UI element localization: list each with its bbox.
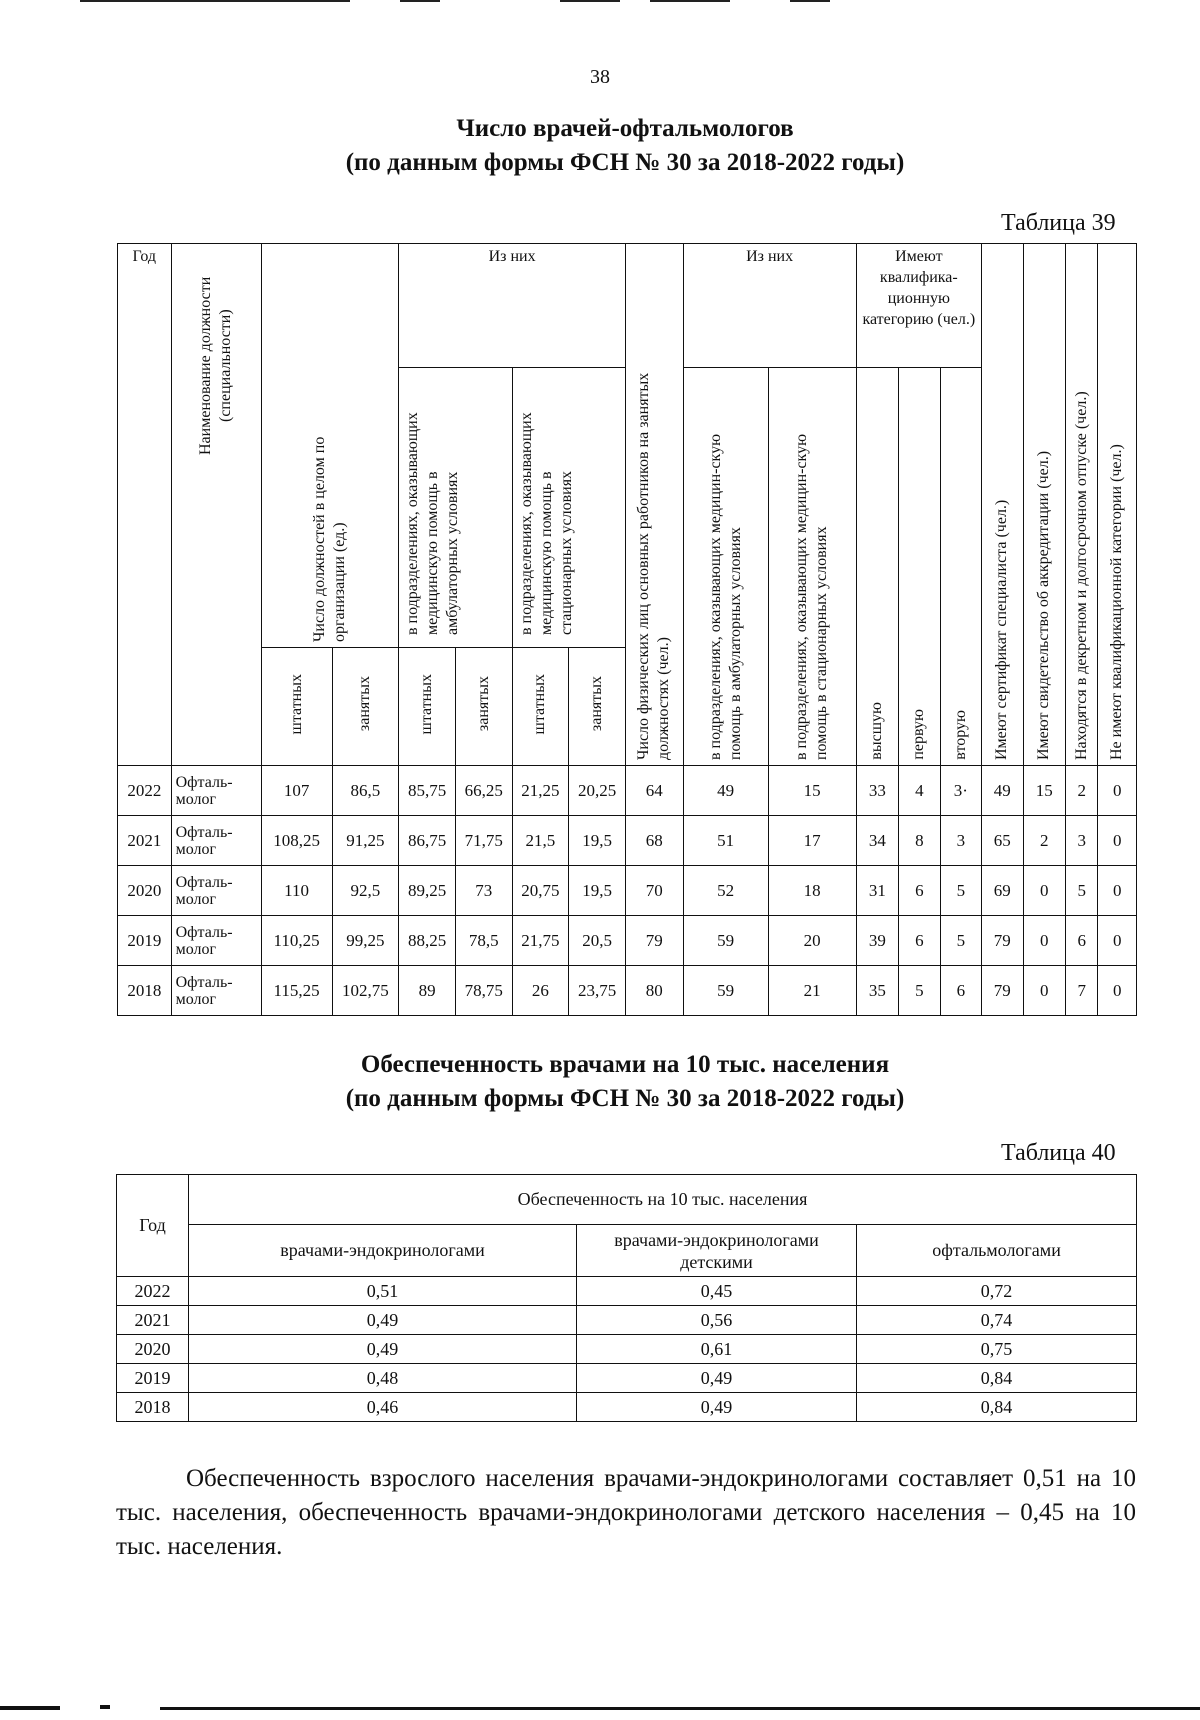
cell-name: Офталь-молог [171,766,261,816]
table-row [118,816,1137,866]
cell-stat-persons: 15 [768,766,856,816]
table39-title [0,112,1200,180]
header-amb-units: в подразделениях, оказывающих медицинскую помощь в амбулаторных условиях [399,368,512,648]
title-line-1: Обеспеченность врачами на 10 тыс. населения [360,1051,890,1078]
cell-accr: 0 [1023,916,1065,966]
cell-amb-occ: 71,75 [455,816,512,866]
cell-pos-staff: 110,25 [261,916,332,966]
header-amb-staff: штатных [399,648,456,766]
cell-endo: 0,46 [189,1393,577,1422]
scan-bottom-edge-lines [0,1704,1200,1712]
cell-stat-persons: 20 [768,916,856,966]
cell-individuals: 70 [625,866,683,916]
cell-second: 3· [940,766,982,816]
cell-endo-kids: 0,61 [577,1335,857,1364]
header-accreditation: Имеют свидетельство об аккредитации (чел.) [1023,244,1065,766]
cell-highest: 33 [856,766,898,816]
cell-year: 2021 [117,1306,189,1335]
cell-nocat: 0 [1098,816,1137,866]
cell-nocat: 0 [1098,766,1137,816]
cell-amb-persons: 59 [683,966,768,1016]
cell-stat-occ: 19,5 [569,866,626,916]
cell-year: 2018 [117,1393,189,1422]
cell-year: 2022 [117,1277,189,1306]
header-no-category: Не имеют квалификационной категории (чел.) [1098,244,1137,766]
cell-stat-staff: 20,75 [512,866,569,916]
cell-highest: 34 [856,816,898,866]
table-row [117,1393,1137,1422]
header-stat-occupied: занятых [569,648,626,766]
cell-pos-occ: 86,5 [332,766,399,816]
header-endocrinologists-kids: врачами-эндокринологами детскими [577,1225,857,1277]
cell-stat-staff: 21,75 [512,916,569,966]
header-qual-category: Имеют квалифика-ционную категорию (чел.) [856,244,981,368]
cell-stat-occ: 20,5 [569,916,626,966]
cell-first: 8 [899,816,940,866]
table-row [117,1364,1137,1393]
cell-amb-persons: 59 [683,916,768,966]
cell-stat-staff: 21,5 [512,816,569,866]
header-provision-group: Обеспеченность на 10 тыс. населения [189,1175,1137,1225]
cell-leave: 7 [1066,966,1098,1016]
title-line-2: (по данным формы ФСН № 30 за 2018-2022 годы) [345,149,905,176]
cell-second: 5 [940,866,982,916]
cell-year: 2020 [118,866,172,916]
header-individuals: Число физических лиц основных работников на занятых должностях (чел.) [625,244,683,766]
table-row [117,1277,1137,1306]
cell-amb-staff: 89 [399,966,456,1016]
provision-table [116,1174,1137,1422]
cell-first: 6 [899,916,940,966]
cell-cert: 49 [982,766,1023,816]
header-stat-units: в подразделениях, оказывающих медицинскую помощь в стационарных условиях [512,368,625,648]
cell-stat-occ: 23,75 [569,966,626,1016]
header-ophthalmologists: офтальмологами [857,1225,1137,1277]
cell-stat-staff: 26 [512,966,569,1016]
cell-amb-occ: 78,75 [455,966,512,1016]
cell-leave: 2 [1066,766,1098,816]
cell-endo-kids: 0,49 [577,1393,857,1422]
cell-nocat: 0 [1098,916,1137,966]
summary-text: Обеспеченность взрослого населения врачами-эндокринологами составляет 0,51 на 10 тыс. населения, обеспеченность врачами-эндокринологами детского населения – 0,45 на 10 тыс. населения. [116,1465,1136,1560]
cell-individuals: 80 [625,966,683,1016]
cell-first: 6 [899,866,940,916]
ophthalmologists-table [117,243,1137,1016]
cell-individuals: 79 [625,916,683,966]
cell-nocat: 0 [1098,866,1137,916]
cell-ophth: 0,75 [857,1335,1137,1364]
cell-highest: 39 [856,916,898,966]
cell-amb-occ: 66,25 [455,766,512,816]
header-of-them-positions: Из них [399,244,626,368]
cell-year: 2019 [118,916,172,966]
header-amb-persons: в подразделениях, оказывающих медицин-скую помощь в амбулаторных условиях [683,368,768,766]
cell-pos-occ: 99,25 [332,916,399,966]
cell-year: 2018 [118,966,172,1016]
cell-cert: 79 [982,916,1023,966]
header-highest: высшую [856,368,898,766]
cell-year: 2020 [117,1335,189,1364]
cell-first: 5 [899,966,940,1016]
cell-ophth: 0,72 [857,1277,1137,1306]
cell-endo: 0,49 [189,1306,577,1335]
cell-leave: 3 [1066,816,1098,866]
cell-pos-staff: 115,25 [261,966,332,1016]
cell-stat-persons: 17 [768,816,856,866]
header-amb-occupied: занятых [455,648,512,766]
table39-caption: Таблица 39 [1001,210,1116,236]
cell-cert: 79 [982,966,1023,1016]
cell-cert: 65 [982,816,1023,866]
table40-caption: Таблица 40 [1001,1140,1116,1166]
cell-nocat: 0 [1098,966,1137,1016]
cell-second: 6 [940,966,982,1016]
cell-year: 2019 [117,1364,189,1393]
cell-name: Офталь-молог [171,866,261,916]
cell-amb-occ: 73 [455,866,512,916]
cell-name: Офталь-молог [171,916,261,966]
header-second: вторую [940,368,982,766]
header-year: Год [118,244,172,766]
cell-highest: 35 [856,966,898,1016]
cell-amb-occ: 78,5 [455,916,512,966]
page-number: 38 [590,66,610,88]
cell-ophth: 0,84 [857,1393,1137,1422]
cell-endo: 0,51 [189,1277,577,1306]
title-line-1: Число врачей-офтальмологов [456,115,794,142]
header-pos-staff: штатных [261,648,332,766]
header-of-them-persons: Из них [683,244,856,368]
cell-amb-persons: 51 [683,816,768,866]
cell-pos-staff: 110 [261,866,332,916]
summary-paragraph [116,1462,1136,1564]
cell-individuals: 64 [625,766,683,816]
table40-title [0,1048,1200,1116]
cell-endo-kids: 0,45 [577,1277,857,1306]
cell-leave: 6 [1066,916,1098,966]
table-row [118,916,1137,966]
cell-endo-kids: 0,56 [577,1306,857,1335]
cell-name: Офталь-молог [171,966,261,1016]
header-year: Год [117,1175,189,1277]
table-row [117,1335,1137,1364]
cell-pos-occ: 92,5 [332,866,399,916]
cell-highest: 31 [856,866,898,916]
header-position-name: Наименование должности (специальности) [171,244,261,766]
cell-pos-staff: 107 [261,766,332,816]
cell-stat-staff: 21,25 [512,766,569,816]
cell-amb-staff: 85,75 [399,766,456,816]
cell-accr: 0 [1023,866,1065,916]
cell-stat-persons: 21 [768,966,856,1016]
cell-second: 5 [940,916,982,966]
cell-stat-persons: 18 [768,866,856,916]
header-leave: Находятся в декретном и долгосрочном отпуске (чел.) [1066,244,1098,766]
cell-ophth: 0,74 [857,1306,1137,1335]
cell-amb-staff: 86,75 [399,816,456,866]
header-endocrinologists: врачами-эндокринологами [189,1225,577,1277]
cell-amb-staff: 89,25 [399,866,456,916]
cell-year: 2022 [118,766,172,816]
scan-top-edge-lines [0,0,1200,4]
table-row [118,766,1137,816]
cell-accr: 0 [1023,966,1065,1016]
cell-second: 3 [940,816,982,866]
cell-ophth: 0,84 [857,1364,1137,1393]
cell-leave: 5 [1066,866,1098,916]
cell-amb-persons: 52 [683,866,768,916]
cell-individuals: 68 [625,816,683,866]
cell-pos-occ: 102,75 [332,966,399,1016]
header-certificate: Имеют сертификат специалиста (чел.) [982,244,1023,766]
cell-endo: 0,48 [189,1364,577,1393]
title-line-2: (по данным формы ФСН № 30 за 2018-2022 годы) [345,1085,905,1112]
table-row [118,966,1137,1016]
table-row [118,866,1137,916]
header-stat-staff: штатных [512,648,569,766]
cell-pos-staff: 108,25 [261,816,332,866]
cell-amb-staff: 88,25 [399,916,456,966]
cell-endo: 0,49 [189,1335,577,1364]
cell-endo-kids: 0,49 [577,1364,857,1393]
header-stat-persons: в подразделениях, оказывающих медицин-скую помощь в стационарных условиях [768,368,856,766]
table-row [117,1306,1137,1335]
cell-year: 2021 [118,816,172,866]
cell-pos-occ: 91,25 [332,816,399,866]
cell-stat-occ: 20,25 [569,766,626,816]
cell-accr: 2 [1023,816,1065,866]
cell-stat-occ: 19,5 [569,816,626,866]
cell-accr: 15 [1023,766,1065,816]
header-first: первую [899,368,940,766]
cell-amb-persons: 49 [683,766,768,816]
cell-cert: 69 [982,866,1023,916]
header-positions-total: Число должностей в целом по организации (ед.) [261,244,399,648]
cell-name: Офталь-молог [171,816,261,866]
cell-first: 4 [899,766,940,816]
header-pos-occupied: занятых [332,648,399,766]
